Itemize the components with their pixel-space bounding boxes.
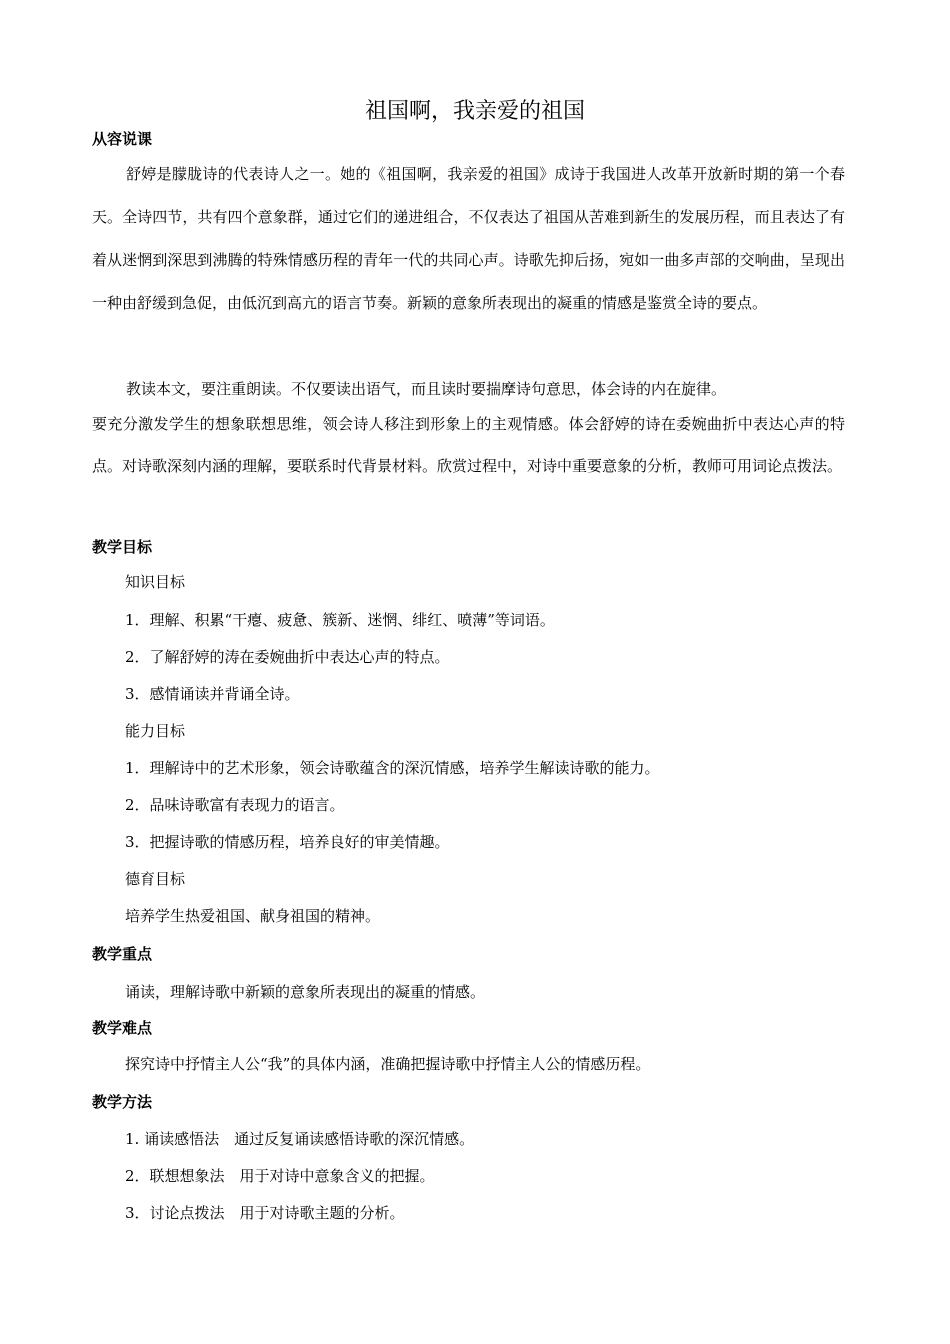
ability-goals-label: 能力目标 bbox=[125, 722, 186, 740]
document-title: 祖国啊，我亲爱的祖国 bbox=[364, 99, 585, 124]
method-2: 2．联想想象法 用于对诗中意象含义的把握。 bbox=[125, 1167, 435, 1185]
method-3: 3．讨论点拨法 用于对诗歌主题的分析。 bbox=[125, 1204, 405, 1222]
heading-intro: 从容说课 bbox=[92, 130, 153, 148]
ability-goal-2: 2．品味诗歌富有表现力的语言。 bbox=[125, 796, 345, 814]
method-1: 1. 诵读感悟法 通过反复诵读感悟诗歌的深沉情感。 bbox=[125, 1130, 475, 1148]
intro-paragraph-3: 要充分激发学生的想象联想思维，领会诗人移注到形象上的主观情感。体会舒婷的诗在委婉曲折中表达心声的特点。对诗歌深刻内涵的理解，要联系时代背景材料。欣赏过程中，对诗中重要意象的分析，教师可用词论点拨法。 bbox=[92, 415, 845, 475]
ability-goal-3: 3．把握诗歌的情感历程，培养良好的审美情趣。 bbox=[125, 833, 450, 851]
knowledge-goals-label: 知识目标 bbox=[125, 573, 186, 591]
knowledge-goal-2: 2．了解舒婷的涛在委婉曲折中表达心声的特点。 bbox=[125, 648, 450, 666]
heading-focus: 教学重点 bbox=[92, 945, 153, 963]
moral-goals-label: 德育目标 bbox=[125, 870, 186, 888]
knowledge-goal-3: 3．感情诵读并背诵全诗。 bbox=[125, 685, 300, 703]
heading-goals: 教学目标 bbox=[92, 538, 153, 556]
heading-methods: 教学方法 bbox=[92, 1093, 153, 1111]
focus-text: 诵读，理解诗歌中新颖的意象所表现出的凝重的情感。 bbox=[125, 983, 486, 1001]
intro-paragraph-1: 舒婷是朦胧诗的代表诗人之一。她的《祖国啊，我亲爱的祖国》成诗于我国进人改革开放新时期的第一个春天。全诗四节，共有四个意象群，通过它们的递进组合，不仅表达了祖国从苦难到新生的发展历程，而且表达了有着从迷惘到深思到沸腾的特殊情感历程的青年一代的共同心声。诗歌先抑后扬，宛如一曲多声部的交响曲，呈现出一种由舒缓到急促，由低沉到高亢的语言节奏。新颖的意象所表现出的凝重的情感是鉴赏全诗的要点。 bbox=[92, 165, 845, 312]
moral-goal-1: 培养学生热爱祖国、献身祖国的精神。 bbox=[125, 907, 381, 925]
heading-difficulty: 教学难点 bbox=[92, 1019, 153, 1037]
intro-paragraph-2: 教读本文，要注重朗读。不仅要读出语气，而且读时要揣摩诗句意思，体会诗的内在旋律。 bbox=[126, 380, 727, 398]
difficulty-text: 探究诗中抒情主人公“我”的具体内涵，准确把握诗歌中抒情主人公的情感历程。 bbox=[125, 1055, 651, 1073]
ability-goal-1: 1．理解诗中的艺术形象，领会诗歌蕴含的深沉情感，培养学生解读诗歌的能力。 bbox=[125, 759, 660, 777]
knowledge-goal-1: 1．理解、积累“干瘪、疲惫、簇新、迷惘、绯红、喷薄”等词语。 bbox=[125, 611, 555, 629]
